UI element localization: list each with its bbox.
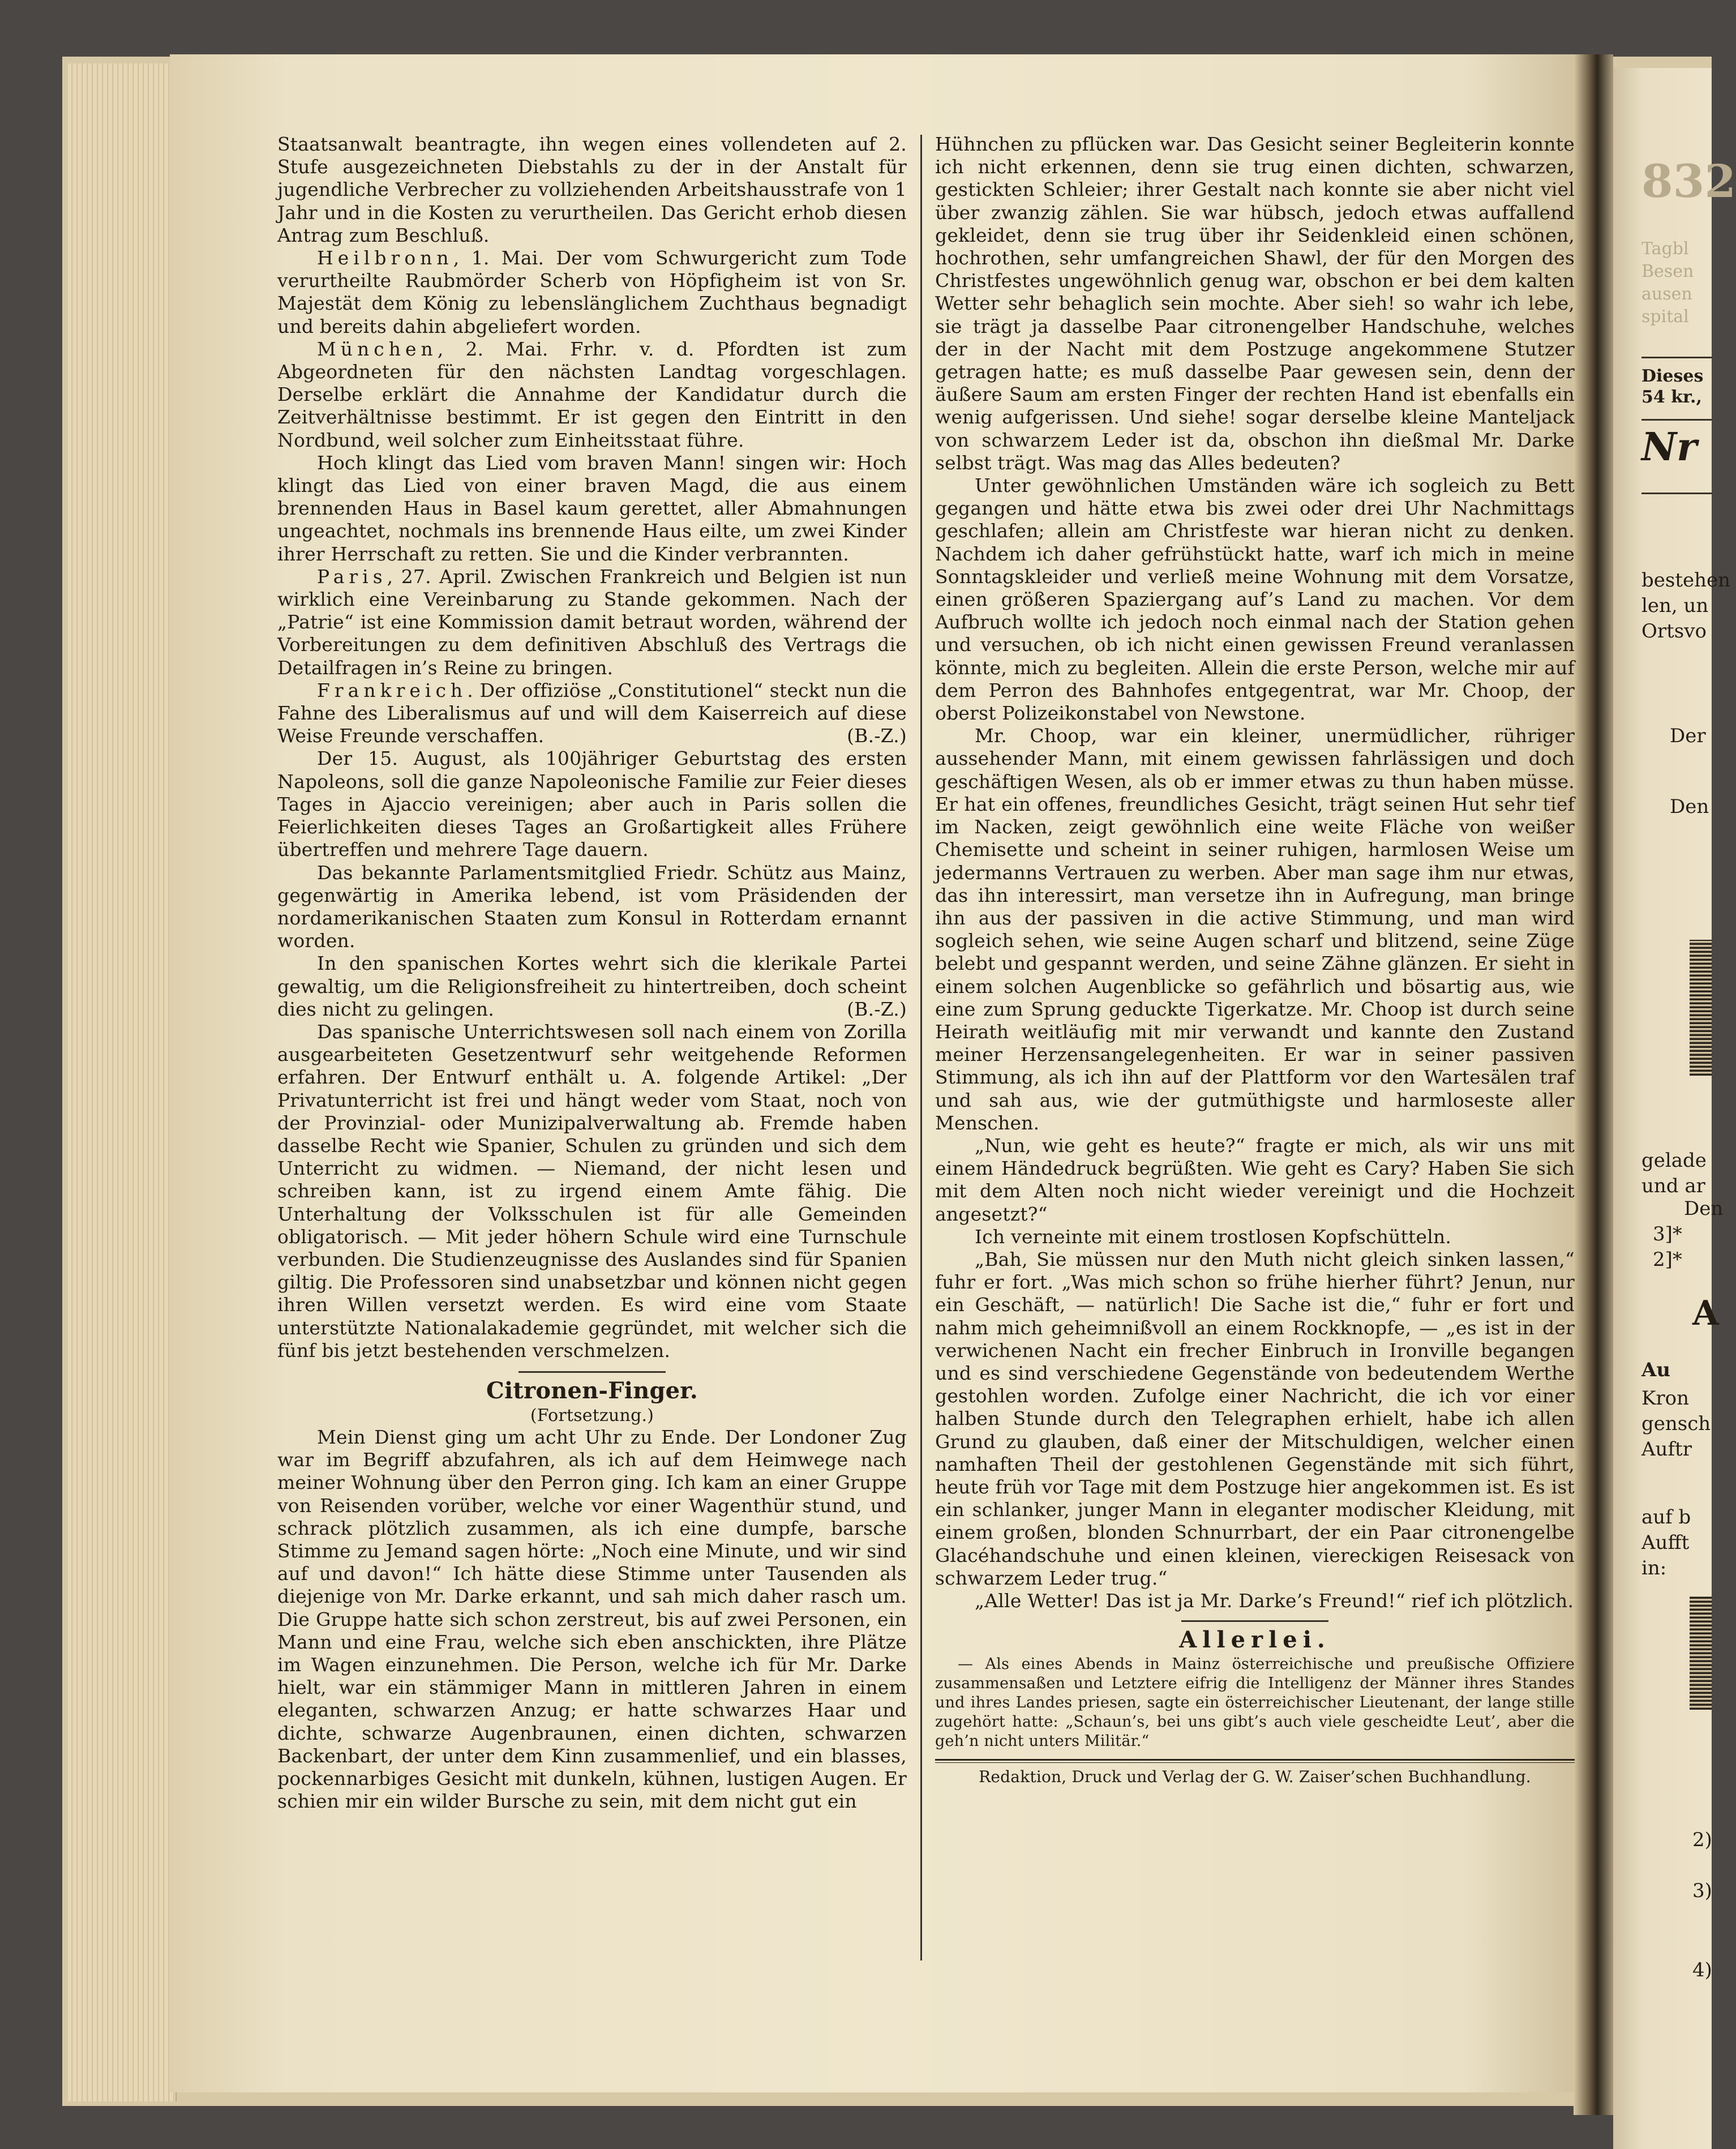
column-divider bbox=[920, 135, 922, 1960]
imprint-rule bbox=[935, 1759, 1575, 1761]
paragraph-text: Der 15. August, als 100jähriger Geburtstag des ersten Napoleons, soll die ganze Napoleonische Familie zur Feier dieses Tages in Ajaccio vereinigen; aber auch in Paris sollen die Feierlichkeiten dieses Tages an Großartigkeit alles Frühere übertreffen und mehrere Tage dauern. bbox=[277, 747, 907, 861]
allerlei-text: — Als eines Abends in Mainz österreichische und preußische Offiziere zusammensaßen und Letztere eifrig die Intelligenz der Männer ihres Standes und ihres Landes priesen, sagte ein österreichischer Lieutenant, der lange stille zugehört hatte: „Schaun’s, bei uns gibt’s auch viele gescheidte Leut’, aber die geh’n nicht unters Militär.“ bbox=[935, 1655, 1575, 1750]
fragment-line: 2]* bbox=[1653, 1248, 1682, 1271]
paragraph-text: , 2. Mai. Frhr. v. d. Pfordten ist zum Abgeordneten für den nächsten Landtag vorgeschlagen. Derselbe erklärt die Annahme der Kandidatur durch die Zeitverhältnisse bestimmt. Er ist gegen den Eintritt in den Nordbund, weil solcher zum Einheitsstaat führe. bbox=[277, 337, 907, 451]
paragraph-text: In den spanischen Kortes wehrt sich die klerikale Partei gewaltig, um die Religionsfreiheit zu hintertreiben, doch scheint dies nicht zu gelingen. bbox=[277, 952, 907, 1020]
paragraph-text: , 1. Mai. Der vom Schwurgericht zum Tode verurtheilte Raubmörder Scherb von Höpfigheim ist von Sr. Majestät dem König zu lebenslänglichem Zuchthaus begnadigt und bereits dahin abgeliefert worden. bbox=[277, 247, 907, 337]
article-paragraph bbox=[935, 725, 1575, 1135]
dateline-place: Heilbronn bbox=[317, 247, 453, 269]
faded-line-4: spital bbox=[1641, 307, 1689, 327]
article-paragraph bbox=[277, 1021, 907, 1362]
issue-header-nr: Nr bbox=[1641, 425, 1697, 470]
dateline-place: München bbox=[317, 337, 438, 360]
paragraph-text: Das spanische Unterrichtswesen soll nach einem von Zorilla ausgearbeiteten Gesetzentwurf sehr weitgehende Reformen erfahren. Der Entwurf enthält u. A. folgende Artikel: „Der Privatunterricht ist frei und hängt weder vom Staat, noch von der Provinzial- oder Munizipalverwaltung ab. Fremde haben dasselbe Recht wie Spanier, Schulen zu gründen und sich dem Unterricht zu widmen. — Niemand, der nicht lesen und schreiben kann, ist zu irgend einem Amte fähig. Die Unterhaltung der Volksschulen ist für alle Gemeinden obligatorisch. — Mit jeder höhern Schule wird eine Turnschule verbunden. Die Studienzeugnisse des Auslandes sind für Spanien giltig. Die Professoren sind unabsetzbar und können nicht gegen ihren Willen versetzt werden. Es wird eine vom Staate unterstützte Nationalakademie gegründet, mit welcher sich die fünf bis jetzt bestehenden verschmelzen. bbox=[277, 1020, 907, 1362]
article-paragraph bbox=[277, 952, 907, 1021]
paragraph-text: „Alle Wetter! Das ist ja Mr. Darke’s Freund!“ rief ich plötzlich. bbox=[975, 1590, 1574, 1612]
paragraph-text: , 27. April. Zwischen Frankreich und Belgien ist nun wirklich eine Vereinbarung zu Stande gekommen. Nach der „Patrie“ ist eine Kommission damit betraut worden, während der Vorbereitungen zu dem definitiven Abschluß des Vertrags die Detailfragen in’s Reine zu bringen. bbox=[277, 565, 907, 679]
article-paragraph bbox=[277, 679, 907, 748]
article-paragraph bbox=[277, 247, 907, 338]
paragraph-text: „Bah, Sie müssen nur den Muth nicht gleich sinken lassen,“ fuhr er fort. „Was mich schon so frühe hierher führt? Jenun, nur ein Geschäft, — natürlich! Die Sache ist die,“ fuhr er fort und nahm mich geheimnißvoll an einem Rockknopfe, — „es ist in der verwichenen Nacht ein frecher Einbruch in Ironville begangen und es sind verschiedene Gegenstände von bedeutendem Werthe gestohlen worden. Zufolge einer Nachricht, die ich vor einer halben Stunde durch den Telegraphen erhielt, habe ich allen Grund zu glauben, daß einer der Mitschuldigen, welcher einen namhaften Theil der gestohlenen Gegenstände mit sich führt, heute früh vor Tage mit dem Postzuge hier angekommen ist. Es ist ein schlanker, junger Mann in eleganter modischer Kleidung, mit einem großen, blonden Schnurrbart, der ein Paar citronengelbe Glacéhandschuhe und einen kleinen, viereckigen Reisesack von schwarzem Leder trug.“ bbox=[935, 1248, 1575, 1589]
fragment-initial: A bbox=[1692, 1294, 1719, 1333]
dateline-place: Frankreich bbox=[317, 679, 468, 701]
fragment-line: gensch bbox=[1641, 1412, 1711, 1435]
faded-line-2: Besen bbox=[1641, 262, 1694, 281]
book-gutter bbox=[1574, 54, 1613, 2115]
article-paragraph bbox=[277, 862, 907, 953]
fragment-line: Den bbox=[1684, 1197, 1724, 1220]
fragment-line: Ortsvo bbox=[1641, 620, 1707, 643]
imprint-line: Redaktion, Druck und Verlag der G. W. Zaiser’schen Buchhandlung. bbox=[979, 1767, 1531, 1787]
fragment-line: Au bbox=[1641, 1359, 1671, 1381]
woodcut-image bbox=[1690, 940, 1712, 1076]
article-paragraph bbox=[935, 1226, 1575, 1248]
notice-line-2: 54 kr., bbox=[1641, 387, 1702, 407]
fragment-line: 3) bbox=[1692, 1880, 1712, 1902]
page-edges bbox=[68, 63, 177, 2101]
fragment-rule-1 bbox=[1641, 357, 1712, 358]
faded-line-1: Tagbl bbox=[1641, 239, 1689, 259]
section-rule bbox=[518, 1371, 666, 1373]
section-subtitle: (Fortsetzung.) bbox=[530, 1405, 654, 1425]
article-paragraph bbox=[277, 338, 907, 452]
paragraph-text: Das bekannte Parlamentsmitglied Friedr. Schütz aus Mainz, gegenwärtig in Amerika lebend, ist vom Präsidenden der nordamerikanischen Staaten zum Konsul in Rotterdam ernannt worden. bbox=[277, 861, 907, 952]
fragment-line: bestehen bbox=[1641, 569, 1731, 592]
imprint-rule-thin bbox=[935, 1762, 1575, 1763]
fragment-line: Kron bbox=[1641, 1387, 1690, 1410]
paragraph-text: Mr. Choop, war ein kleiner, unermüdlicher, rühriger aussehender Mann, mit einem gewissen fahrlässigen und doch geschäftigen Wesen, als ob er immer etwas zu thun haben müsse. Er hat ein offenes, freundliches Gesicht, trägt seinen Hut sehr tief im Nacken, zeigt gewöhnlich eine weite Fläche von weißer Chemisette und scheint in seiner ruhigen, harmlosen Weise um jedermanns Vertrauen zu werben. Aber man sage ihm nur etwas, das ihn interessirt, man versetze ihn in Aufregung, man bringe ihn aus der passiven in die active Stimmung, und man wird sogleich sehen, wie seine Augen scharf und blitzend, seine Züge belebt und gespannt werden, und seine Zähne glänzen. Er sieht in einem solchen Augenblicke so gefährlich und bösartig aus, wie eine zum Sprung geduckte Tigerkatze. Mr. Choop ist durch seine Heirath weitläufig mit mir verwandt und kannte den Zustand meiner Herzensangelegenheiten. Er war in seiner passiven Stimmung, als ich ihn auf der Plattform vor den Wartesälen traf und sah aus, wie der gutmüthigste und harmloseste aller Menschen. bbox=[935, 725, 1575, 1134]
article-paragraph bbox=[935, 474, 1575, 725]
paragraph-text: Hoch klingt das Lied vom braven Mann! singen wir: Hoch klingt das Lied von einer braven Magd, die aus einem brennenden Haus in Basel kaum gerettet, aller Abmahnungen ungeachtet, nochmals ins brennende Haus eilte, um zwei Kinder ihrer Herrschaft zu retten. Sie und die Kinder verbrannten. bbox=[277, 451, 907, 565]
paragraph-text: . Der offiziöse „Constitutionel“ steckt nun die Fahne des Liberalismus auf und will dem Kaiserreich auf diese Weise Freunde verschaffen. bbox=[277, 679, 907, 747]
fragment-rule-3 bbox=[1641, 493, 1712, 494]
fragment-line: Aufft bbox=[1641, 1531, 1690, 1554]
paragraph-text: Hühnchen zu pflücken war. Das Gesicht seiner Begleiterin konnte ich nicht erkennen, denn sie trug einen dichten, schwarzen, gestickten Schleier; ihrer Gestalt nach konnte sie aber nicht viel über zwanzig zählen. Sie war hübsch, jedoch etwas auffallend gekleidet, denn sie trug über ihr Seidenkleid einen schönen, hochrothen, sehr umfangreichen Shawl, der für den Morgen des Christfestes ungewöhnlich genug war, obschon er bei dem kalten Wetter sehr behaglich sein mochte. Aber sieh! so wahr ich lebe, sie trägt ja dasselbe Paar citronengelber Handschuhe, welches der in der Nacht mit dem Postzuge angekommene Stutzer getragen hatte; es muß dasselbe Paar gewesen sein, denn der äußere Saum am ersten Finger der rechten Hand ist ebenfalls ein wenig aufgerissen. Und siehe! sogar derselbe kleine Manteljack von schwarzem Leder ist da, obschon ihn dießmal Mr. Darke selbst trägt. Was mag das Alles bedeuten? bbox=[935, 133, 1575, 474]
fragment-line: Der bbox=[1670, 725, 1706, 747]
fragment-line: 4) bbox=[1692, 1959, 1712, 1981]
fragment-line: 3]* bbox=[1653, 1223, 1682, 1245]
fragment-line: len, un bbox=[1641, 594, 1709, 617]
article-paragraph bbox=[935, 1590, 1575, 1612]
article-paragraph bbox=[277, 1426, 907, 1813]
article-paragraph bbox=[935, 1135, 1575, 1226]
fragment-line: Den bbox=[1670, 795, 1709, 818]
article-paragraph bbox=[935, 1248, 1575, 1590]
notice-line-1: Dieses bbox=[1641, 366, 1704, 386]
source-signature: (B.-Z.) bbox=[847, 725, 907, 747]
paragraph-text: Staatsanwalt beantragte, ihn wegen eines vollendeten auf 2. Stufe ausgezeichneten Diebstahls zu der in der Anstalt für jugendliche Verbrecher zu vollziehenden Arbeitshausstrafe von 1 Jahr und in die Kosten zu verurtheilen. Das Gericht erhob diesen Antrag zum Beschluß. bbox=[277, 133, 907, 246]
article-paragraph bbox=[935, 133, 1575, 474]
article-paragraph bbox=[277, 133, 907, 247]
article-paragraph bbox=[277, 452, 907, 566]
right-column bbox=[935, 133, 1575, 1787]
fragment-line: gelade bbox=[1641, 1149, 1707, 1172]
fragment-line: in: bbox=[1641, 1557, 1667, 1579]
article-paragraph bbox=[277, 747, 907, 861]
allerlei-title: Allerlei. bbox=[1179, 1626, 1331, 1654]
fragment-rule-2 bbox=[1641, 419, 1712, 421]
right-column-body bbox=[935, 133, 1575, 1612]
left-column bbox=[277, 133, 907, 1813]
fragment-line: Auftr bbox=[1641, 1438, 1692, 1461]
paragraph-text: Ich verneinte mit einem trostlosen Kopfschütteln. bbox=[975, 1225, 1452, 1248]
faded-issue-number: 832 bbox=[1641, 155, 1736, 208]
source-signature: (B.-Z.) bbox=[847, 998, 907, 1020]
paragraph-text: Unter gewöhnlichen Umständen wäre ich sogleich zu Bett gegangen und hätte etwa bis zwei oder drei Uhr Nachmittags geschlafen; allein am Christfeste war hieran nicht zu denken. Nachdem ich daher gefrühstückt hatte, warf ich mich in meine Sonntagskleider und verließ meine Wohnung mit dem Vorsatze, einen größeren Spaziergang auf’s Land zu machen. Vor dem Aufbruch wollte ich jedoch noch einmal nach der Station gehen und versuchen, ob ich nicht einen gewissen Freund veranlassen könnte, mich zu begleiten. Allein die erste Person, welche mir auf dem Perron des Bahnhofes entgegentrat, war Mr. Choop, der oberst Polizeikonstabel von Newstone. bbox=[935, 474, 1575, 725]
allerlei-rule bbox=[1181, 1620, 1328, 1622]
article-paragraph bbox=[277, 566, 907, 679]
fragment-line: auf b bbox=[1641, 1506, 1691, 1529]
paragraph-text: „Nun, wie geht es heute?“ fragte er mich, als wir uns mit einem Händedruck begrüßten. Wie geht es Cary? Haben Sie sich mit dem Alten noch nicht wieder vereinigt und die Hochzeit angesetzt?“ bbox=[935, 1134, 1575, 1225]
section-title: Citronen-Finger. bbox=[486, 1377, 698, 1404]
fragment-line: 2) bbox=[1692, 1829, 1712, 1851]
faded-line-3: ausen bbox=[1641, 284, 1692, 304]
dateline-place: Paris bbox=[317, 565, 387, 588]
woodcut-house-image bbox=[1690, 1596, 1712, 1710]
paragraph-text: Mein Dienst ging um acht Uhr zu Ende. Der Londoner Zug war im Begriff abzufahren, als ich auf dem Heimwege nach meiner Wohnung über den Perron ging. Ich kam an einer Gruppe von Reisenden vorüber, welche vor einer Wagenthür stund, und schrack plötzlich zusammen, als ich eine dumpfe, barsche Stimme zu Jemand sagen hörte: „Noch eine Minute, und wir sind auf und davon!“ Ich hätte diese Stimme unter Tausenden als diejenige von Mr. Darke erkannt, und sah mich daher rasch um. Die Gruppe hatte sich schon zerstreut, bis auf zwei Personen, ein Mann und eine Frau, welche sich eben anschickten, ihre Plätze im Wagen einzunehmen. Die Person, welche ich für Mr. Darke hielt, war ein stämmiger Mann in mittleren Jahren in einem eleganten, schwarzen Anzug; er hatte schwarzes Haar und dichte, schwarze Augenbraunen, einen dichten, schwarzen Backenbart, der unter dem Kinn zusammenlief, und ein blasses, pockennarbiges Gesicht mit dunkeln, kühnen, lustigen Augen. Er schien mir ein wilder Bursche zu sein, mit dem nicht gut ein bbox=[277, 1425, 907, 1813]
fragment-line: und ar bbox=[1641, 1175, 1705, 1197]
